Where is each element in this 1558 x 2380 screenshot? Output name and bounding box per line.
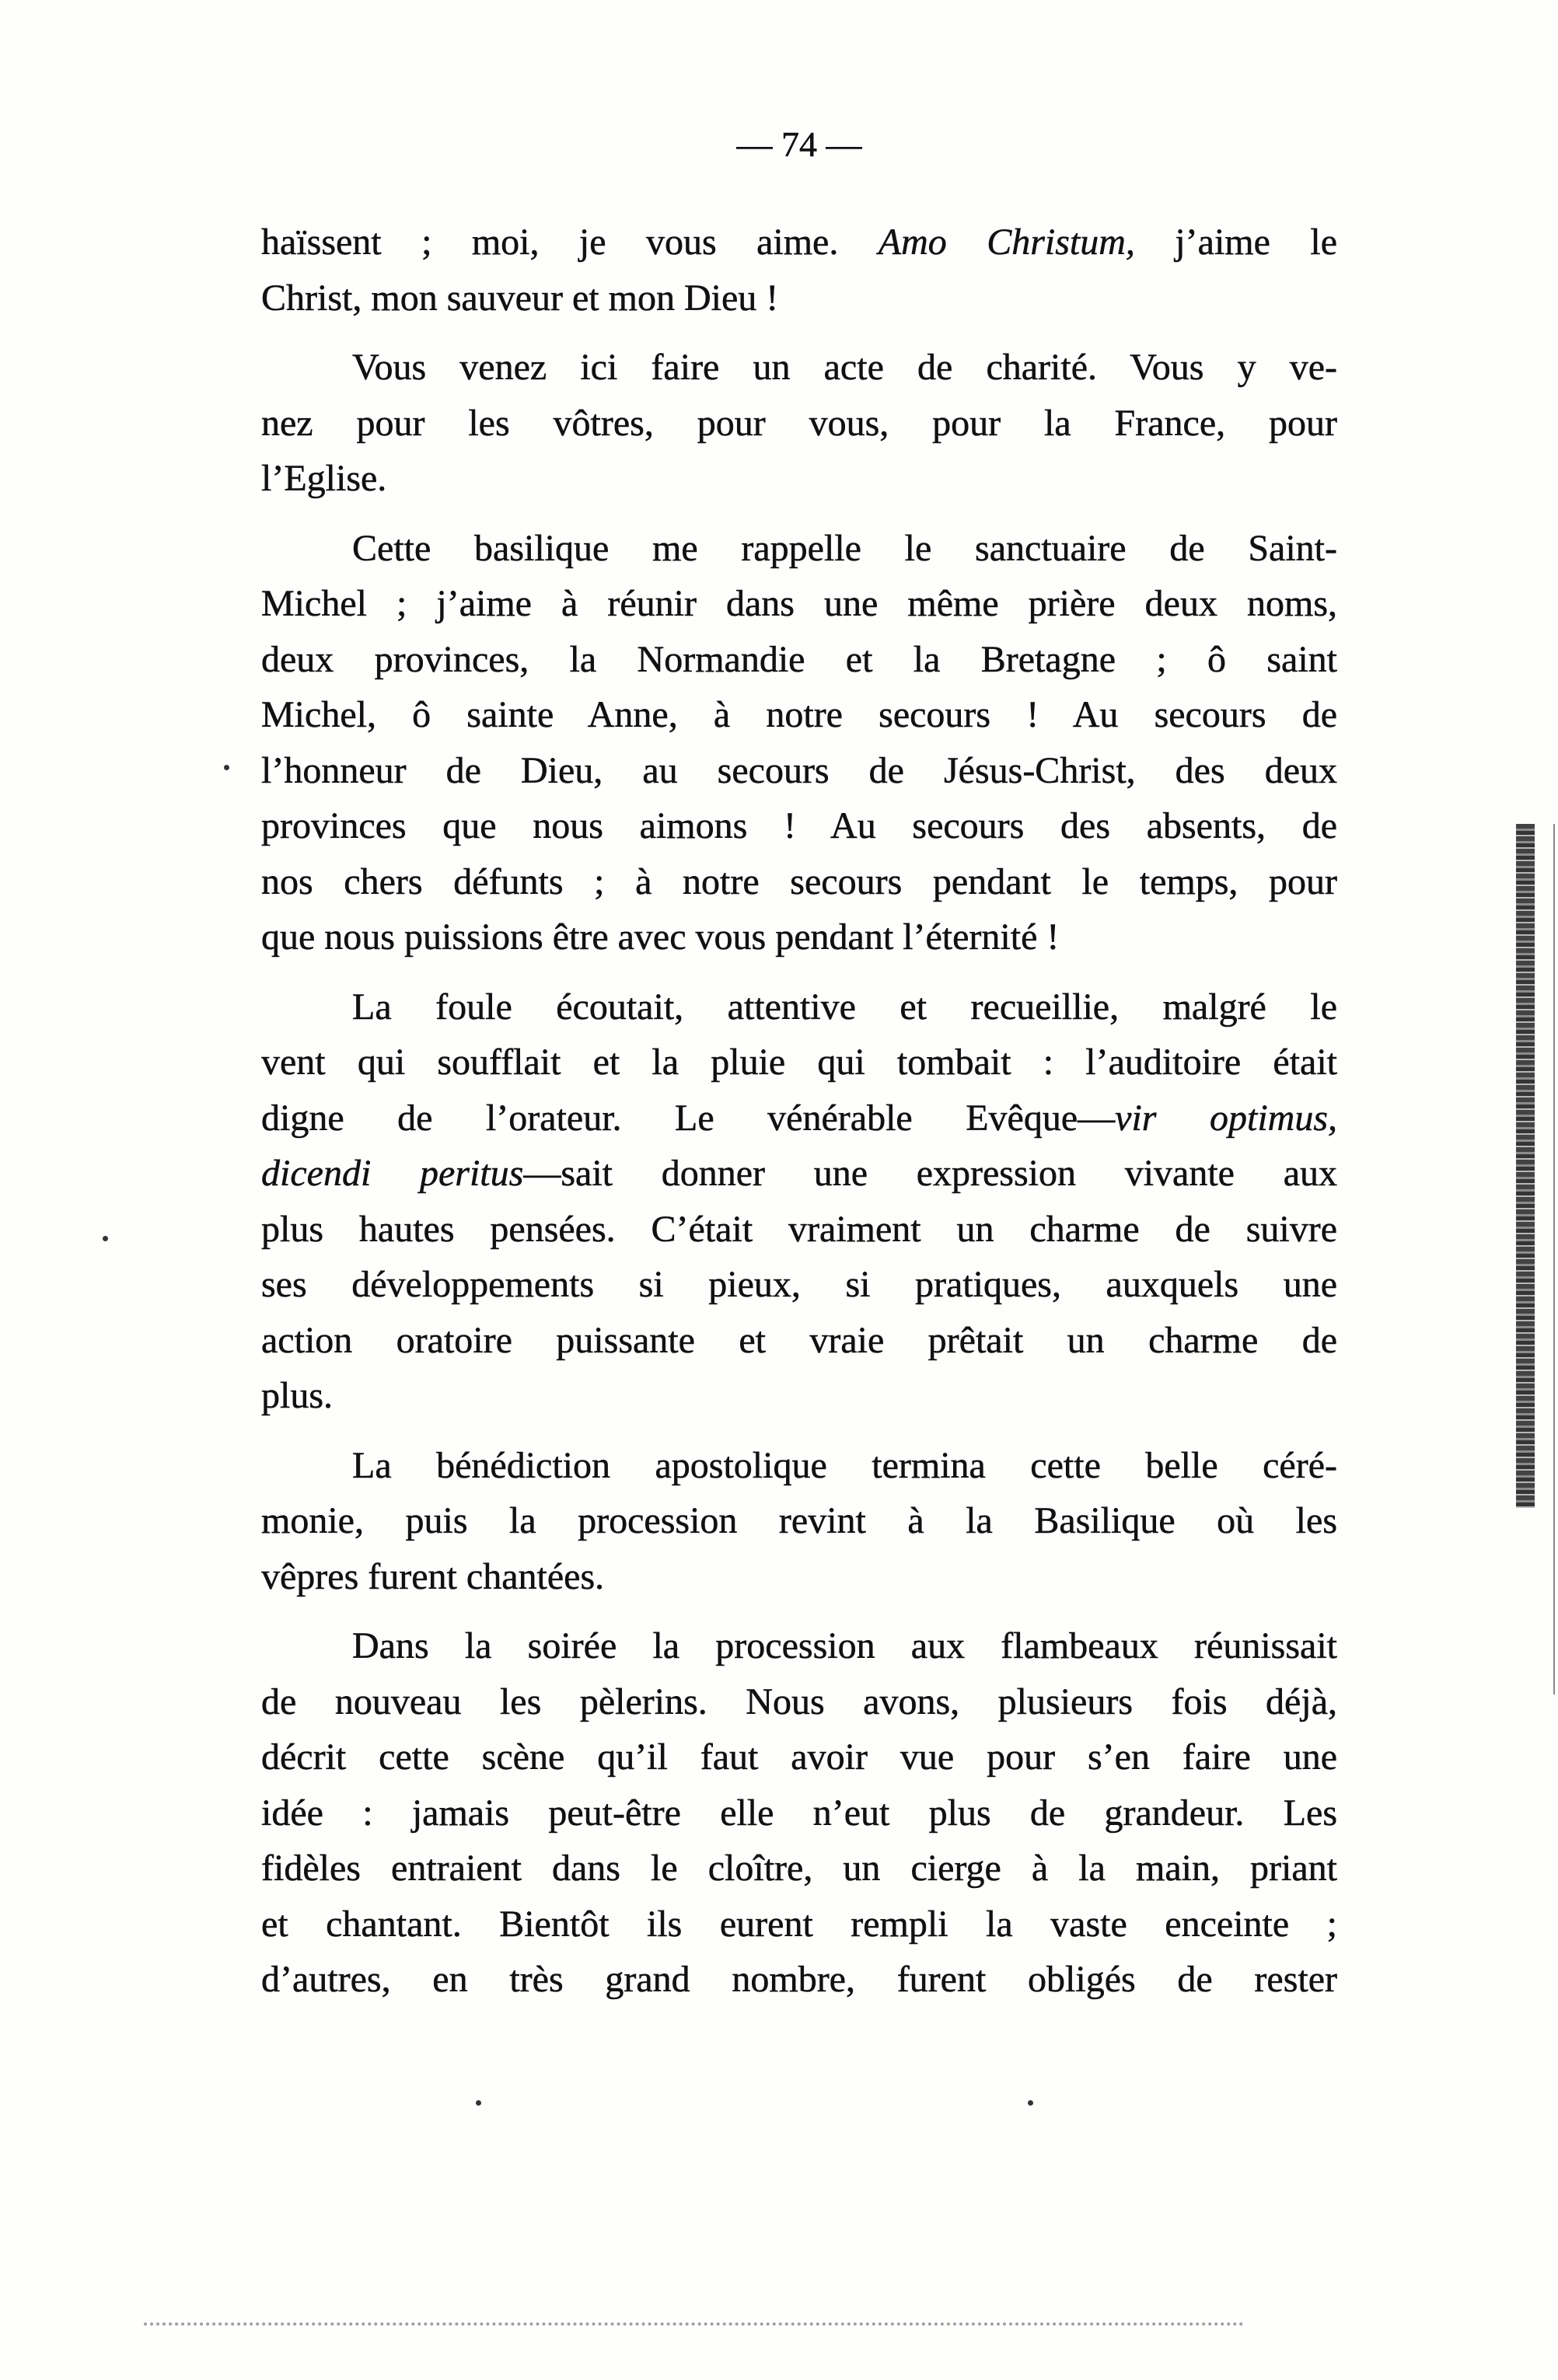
text-line [261, 632, 1337, 688]
text-run: de nouveau les pèlerins. Nous avons, plusieurs fois déjà, [261, 1680, 1337, 1722]
text-line [261, 1618, 1337, 1674]
text-run: plus. [261, 1375, 334, 1416]
text-run: plus hautes pensées. C’était vraiment un charme de suivre [261, 1208, 1337, 1250]
scan-noise [144, 2322, 1244, 2326]
text-line [261, 396, 1337, 452]
text-line [261, 1257, 1337, 1313]
text-line [261, 1091, 1337, 1146]
text-run: Dans la soirée la procession aux flambeaux réunissait [352, 1625, 1337, 1666]
scan-speck [476, 2100, 481, 2106]
page-body [261, 215, 1337, 2008]
text-run: Vous venez ici faire un acte de charité. Vous y ve- [352, 347, 1337, 388]
text-run: Michel, ô sainte Anne, à notre secours ! Au secours de [261, 694, 1337, 735]
text-line [261, 451, 1337, 507]
text-run: digne de l’orateur. Le vénérable Evêque— [261, 1097, 1116, 1139]
paragraph [261, 1618, 1337, 2008]
italic-phrase: dicendi peritus [261, 1153, 524, 1194]
text-run: action oratoire puissante et vraie prêtait un charme de [261, 1319, 1337, 1361]
scan-speck [224, 765, 229, 770]
scan-speck [103, 1236, 108, 1241]
page-number: — 74 — [736, 124, 862, 164]
text-line [261, 215, 1337, 270]
text-run: haïssent ; moi, je vous aime. [261, 222, 879, 263]
italic-phrase: vir optimus, [1115, 1097, 1337, 1139]
paragraph [261, 1438, 1337, 1605]
text-run: j’aime le [1134, 222, 1337, 263]
text-run: et chantant. Bientôt ils eurent rempli la vaste enceinte ; [261, 1903, 1337, 1945]
text-run: deux provinces, la Normandie et la Bretagne ; ô saint [261, 638, 1337, 680]
text-line [261, 1952, 1337, 2008]
paragraph [261, 979, 1337, 1424]
text-run: d’autres, en très grand nombre, furent obligés de rester [261, 1959, 1337, 2000]
text-run: l’Eglise. [261, 458, 387, 499]
text-run: Cette basilique me rappelle le sanctuaire de Saint- [352, 527, 1337, 569]
text-run: idée : jamais peut-être elle n’eut plus de grandeur. Les [261, 1792, 1337, 1834]
text-run: nos chers défunts ; à notre secours pendant le temps, pour [261, 860, 1337, 902]
page-edge-shadow [1516, 824, 1535, 1508]
text-run: fidèles entraient dans le cloître, un cierge à la main, priant [261, 1848, 1337, 1889]
text-line [261, 854, 1337, 910]
italic-phrase: Amo Christum, [878, 222, 1135, 263]
text-line [261, 1202, 1337, 1258]
text-line [261, 1493, 1337, 1549]
text-run: Michel ; j’aime à réunir dans une même prière deux noms, [261, 583, 1337, 624]
text-line [261, 576, 1337, 632]
text-line [261, 743, 1337, 799]
text-line [261, 1368, 1337, 1424]
text-run: monie, puis la procession revint à la Basilique où les [261, 1500, 1337, 1541]
text-line [261, 1674, 1337, 1730]
text-line [261, 1035, 1337, 1091]
paragraph [261, 340, 1337, 507]
text-line [261, 1897, 1337, 1953]
text-run: vêpres furent chantées. [261, 1555, 605, 1597]
scan-speck [1028, 2100, 1033, 2106]
text-line [261, 270, 1337, 326]
paragraph [261, 215, 1337, 326]
text-run: décrit cette scène qu’il faut avoir vue pour s’en faire une [261, 1736, 1337, 1778]
text-run: nez pour les vôtres, pour vous, pour la France, pour [261, 402, 1337, 444]
text-run: ses développements si pieux, si pratiques, auxquels une [261, 1264, 1337, 1305]
text-run: La bénédiction apostolique termina cette belle céré- [352, 1444, 1337, 1486]
text-line [261, 687, 1337, 743]
text-line [261, 798, 1337, 854]
text-run: l’honneur de Dieu, au secours de Jésus-Christ, des deux [261, 749, 1337, 791]
text-run: provinces que nous aimons ! Au secours des absents, de [261, 805, 1337, 846]
text-run: que nous puissions être avec vous pendant l’éternité ! [261, 916, 1060, 958]
text-line [261, 1313, 1337, 1369]
text-line [261, 979, 1337, 1035]
text-run: vent qui soufflait et la pluie qui tombait : l’auditoire était [261, 1042, 1337, 1083]
paragraph [261, 521, 1337, 965]
text-run: —sait donner une expression vivante aux [523, 1153, 1337, 1194]
text-line [261, 1146, 1337, 1202]
text-line [261, 1438, 1337, 1494]
text-line [261, 340, 1337, 396]
text-line [261, 1549, 1337, 1605]
text-line [261, 1841, 1337, 1897]
text-line [261, 521, 1337, 577]
text-run: La foule écoutait, attentive et recueillie, malgré le [352, 986, 1337, 1028]
text-line [261, 1785, 1337, 1841]
page-edge-line [1553, 824, 1555, 1694]
text-run: Christ, mon sauveur et mon Dieu ! [261, 277, 779, 319]
text-line [261, 909, 1337, 965]
text-line [261, 1729, 1337, 1785]
